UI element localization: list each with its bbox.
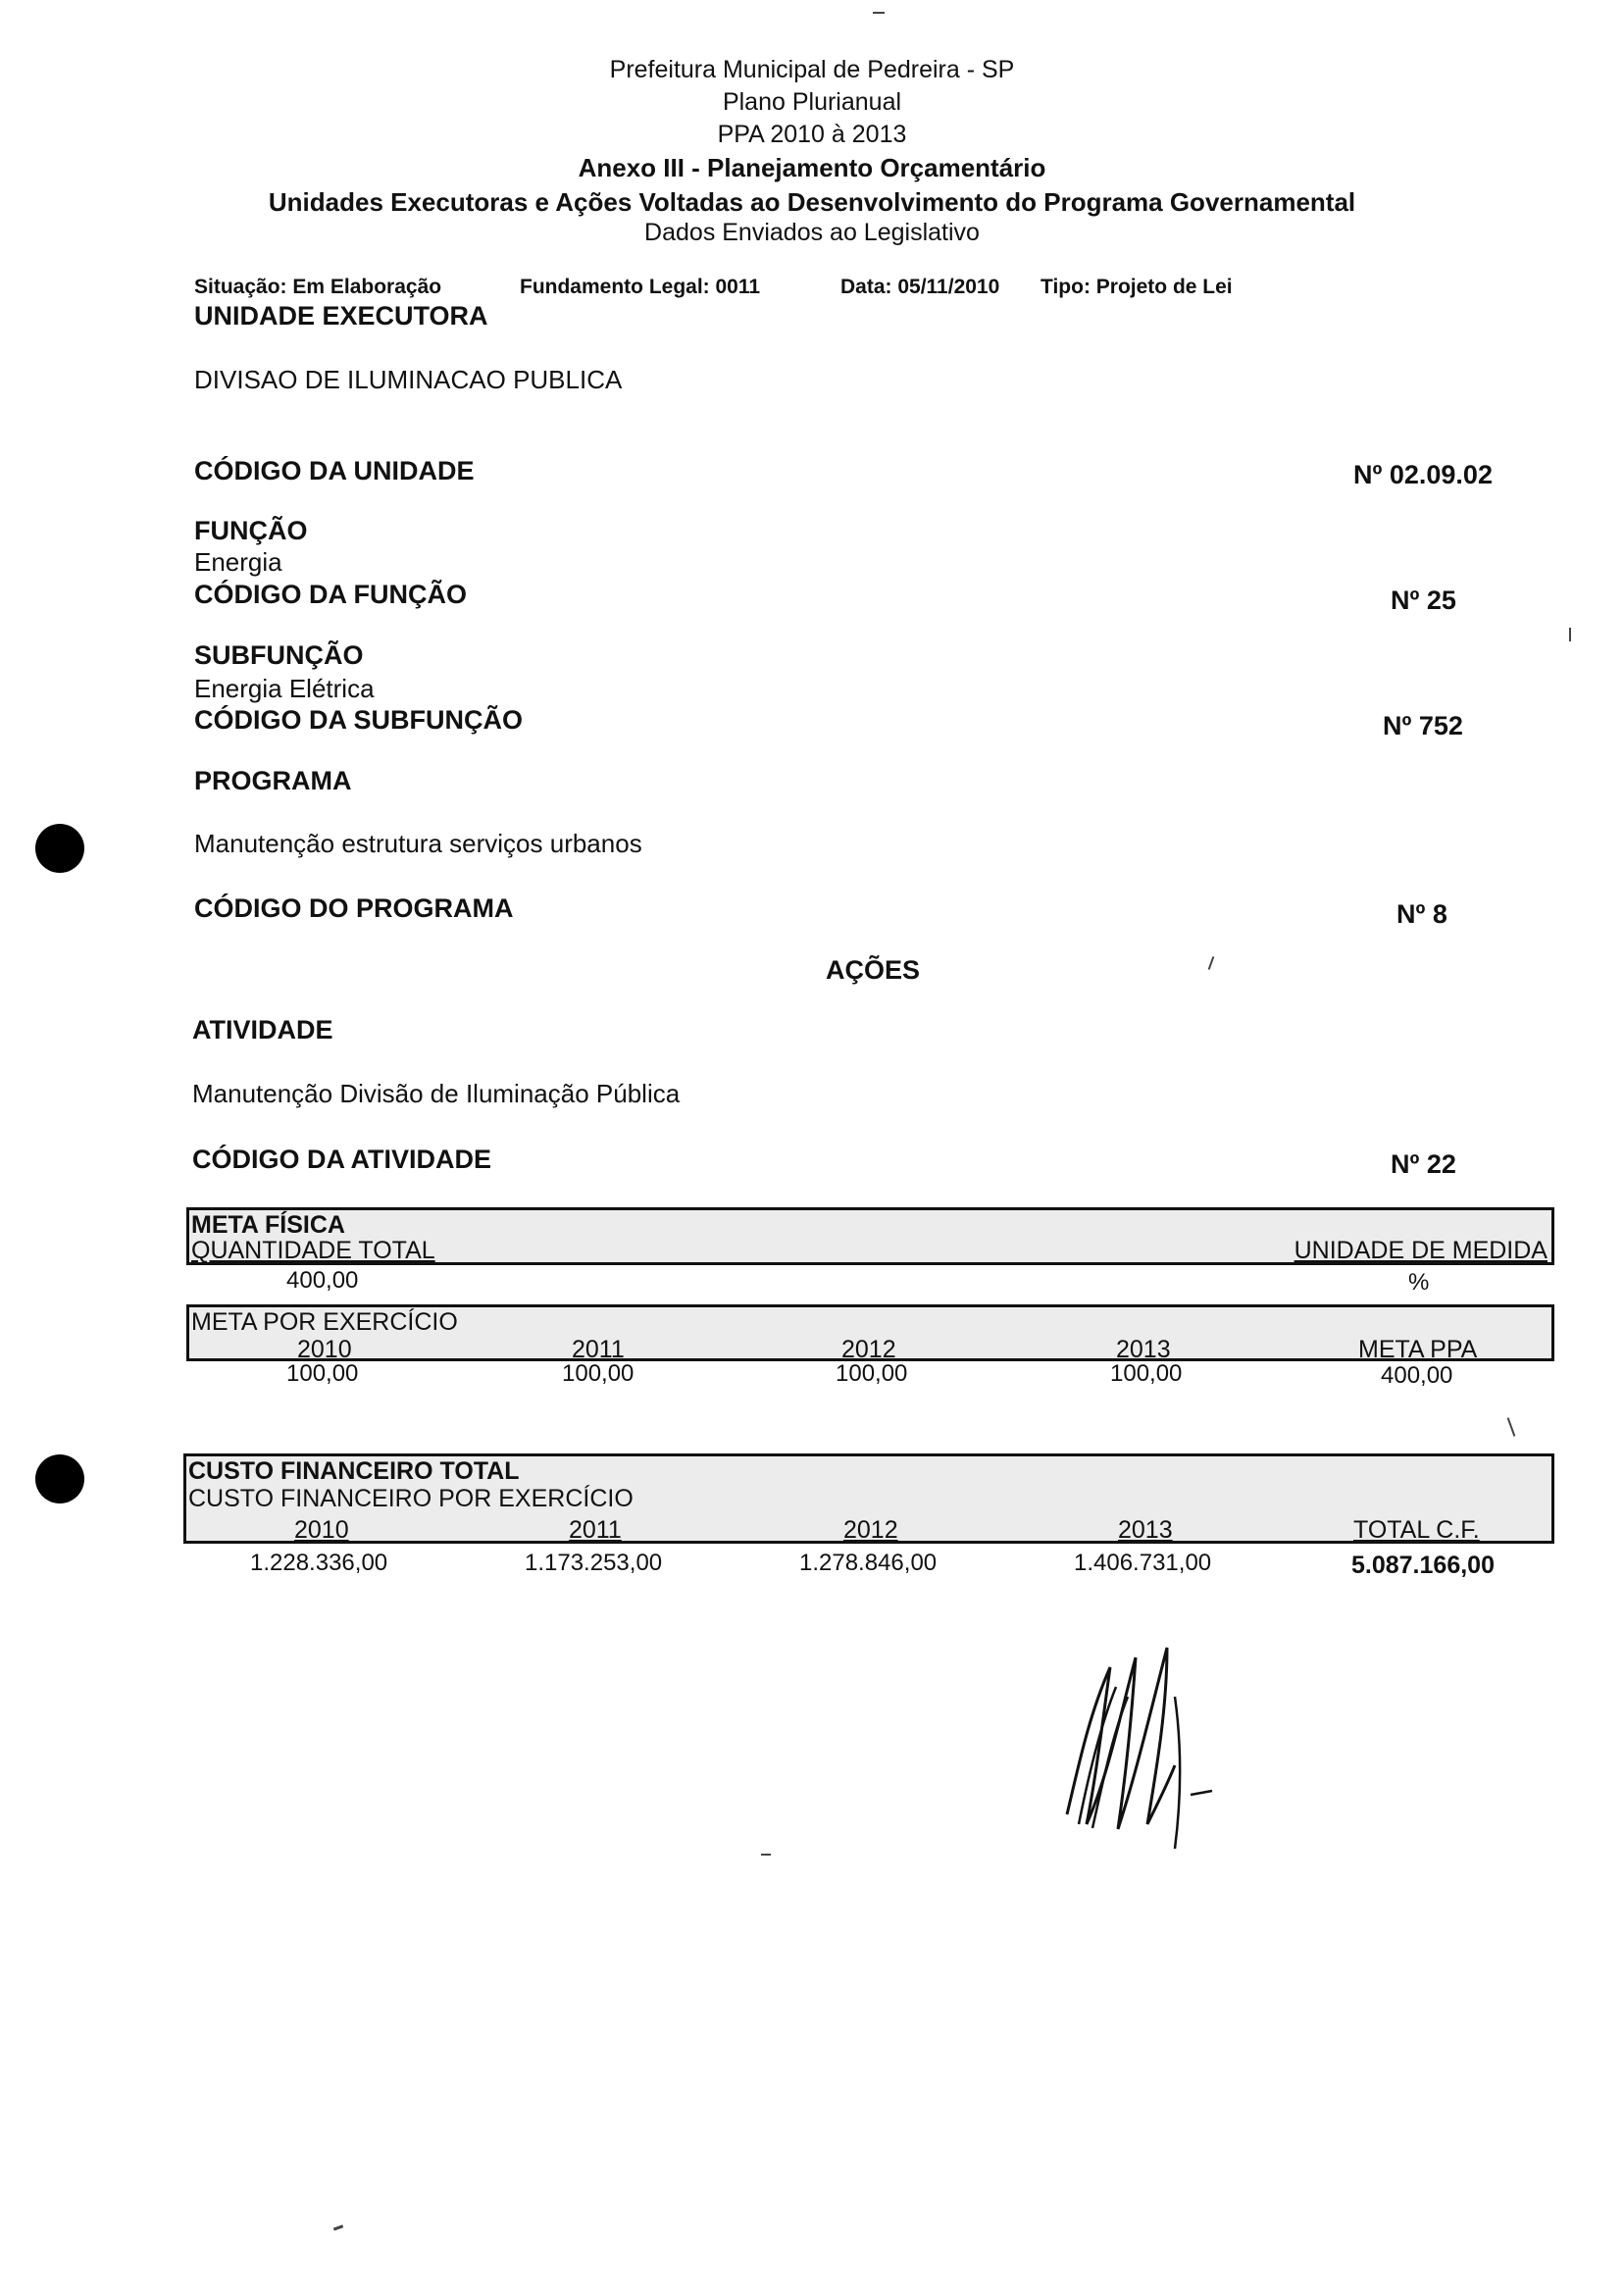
header-line-4: Anexo III - Planejamento Orçamentário [578,153,1046,182]
unidade-medida-value: % [1408,1269,1430,1296]
meta-year-2012: 2012 [841,1336,896,1363]
unidade-code: Nº 02.09.02 [1353,460,1493,489]
situacao-text: Situação: Em Elaboração [194,276,442,298]
scan-speck [761,1854,771,1856]
fundamento-text: Fundamento Legal: 0011 [520,276,761,298]
header-line-6: Dados Enviados ao Legislativo [644,219,980,246]
unidade-code-label: CÓDIGO DA UNIDADE [194,456,475,485]
custo-value-2011: 1.173.253,00 [525,1550,663,1576]
meta-value-2011: 100,00 [562,1360,634,1387]
header-line-1: Prefeitura Municipal de Pedreira - SP [609,56,1015,83]
atividade-code: Nº 22 [1391,1149,1456,1179]
header-line-3: PPA 2010 à 2013 [717,121,907,148]
unidade-value: DIVISAO DE ILUMINACAO PUBLICA [194,365,623,394]
custo-value-2012: 1.278.846,00 [799,1550,938,1576]
meta-year-2013: 2013 [1116,1336,1171,1363]
custo-year-2013: 2013 [1118,1516,1173,1544]
atividade-value: Manutenção Divisão de Iluminação Pública [192,1079,681,1108]
funcao-value: Energia [194,547,282,577]
atividade-label: ATIVIDADE [192,1015,333,1044]
meta-year-2010: 2010 [297,1336,352,1363]
custo-exercicio-title: CUSTO FINANCEIRO POR EXERCÍCIO [188,1485,634,1512]
meta-ppa-value: 400,00 [1381,1362,1453,1389]
custo-total-title: CUSTO FINANCEIRO TOTAL [188,1457,520,1485]
meta-value-2010: 100,00 [286,1360,359,1387]
programa-value: Manutenção estrutura serviços urbanos [194,829,642,858]
header-line-5: Unidades Executoras e Ações Voltadas ao Desenvolvimento do Programa Governamental [268,187,1356,217]
punch-hole [35,1454,84,1503]
punch-hole [35,824,84,873]
unidade-label: UNIDADE EXECUTORA [194,301,488,331]
funcao-code: Nº 25 [1391,586,1456,615]
signature-icon [1010,1628,1236,1863]
quantidade-total-value: 400,00 [286,1267,359,1294]
data-text: Data: 05/11/2010 [840,276,1000,298]
custo-value-2010: 1.228.336,00 [250,1550,388,1576]
subfuncao-label: SUBFUNÇÃO [194,640,364,670]
meta-year-2011: 2011 [572,1336,625,1363]
scan-speck [1569,628,1571,641]
subfuncao-value: Energia Elétrica [194,674,375,703]
programa-code-label: CÓDIGO DO PROGRAMA [194,893,514,923]
meta-fisica-box [186,1207,1554,1265]
funcao-label: FUNÇÃO [194,516,308,545]
custo-year-2010: 2010 [294,1516,349,1544]
meta-value-2013: 100,00 [1110,1360,1183,1387]
total-cf-label: TOTAL C.F. [1353,1516,1480,1544]
funcao-code-label: CÓDIGO DA FUNÇÃO [194,580,467,609]
meta-fisica-title: META FÍSICA [191,1211,345,1239]
custo-financeiro-box [183,1453,1554,1544]
custo-value-2013: 1.406.731,00 [1074,1550,1212,1576]
meta-ppa-label: META PPA [1358,1336,1478,1363]
scan-speck [873,12,885,14]
subfuncao-code-label: CÓDIGO DA SUBFUNÇÃO [194,705,523,735]
programa-code: Nº 8 [1396,899,1447,929]
tipo-text: Tipo: Projeto de Lei [1040,276,1233,298]
custo-year-2011: 2011 [569,1516,622,1544]
unidade-medida-label: UNIDADE DE MEDIDA [1294,1237,1548,1264]
scan-speck [333,2224,343,2230]
programa-label: PROGRAMA [194,766,352,795]
scan-speck [1208,956,1215,970]
meta-exercicio-title: META POR EXERCÍCIO [191,1308,458,1336]
meta-exercicio-box [186,1304,1554,1361]
custo-year-2012: 2012 [843,1516,898,1544]
header-line-2: Plano Plurianual [722,88,902,116]
atividade-code-label: CÓDIGO DA ATIVIDADE [192,1145,492,1174]
scan-speck [1507,1417,1516,1436]
subfuncao-code: Nº 752 [1383,711,1463,740]
total-cf-value: 5.087.166,00 [1351,1552,1495,1579]
quantidade-total-label: QUANTIDADE TOTAL [191,1237,435,1264]
meta-value-2012: 100,00 [836,1360,908,1387]
acoes-title: AÇÕES [826,955,921,985]
